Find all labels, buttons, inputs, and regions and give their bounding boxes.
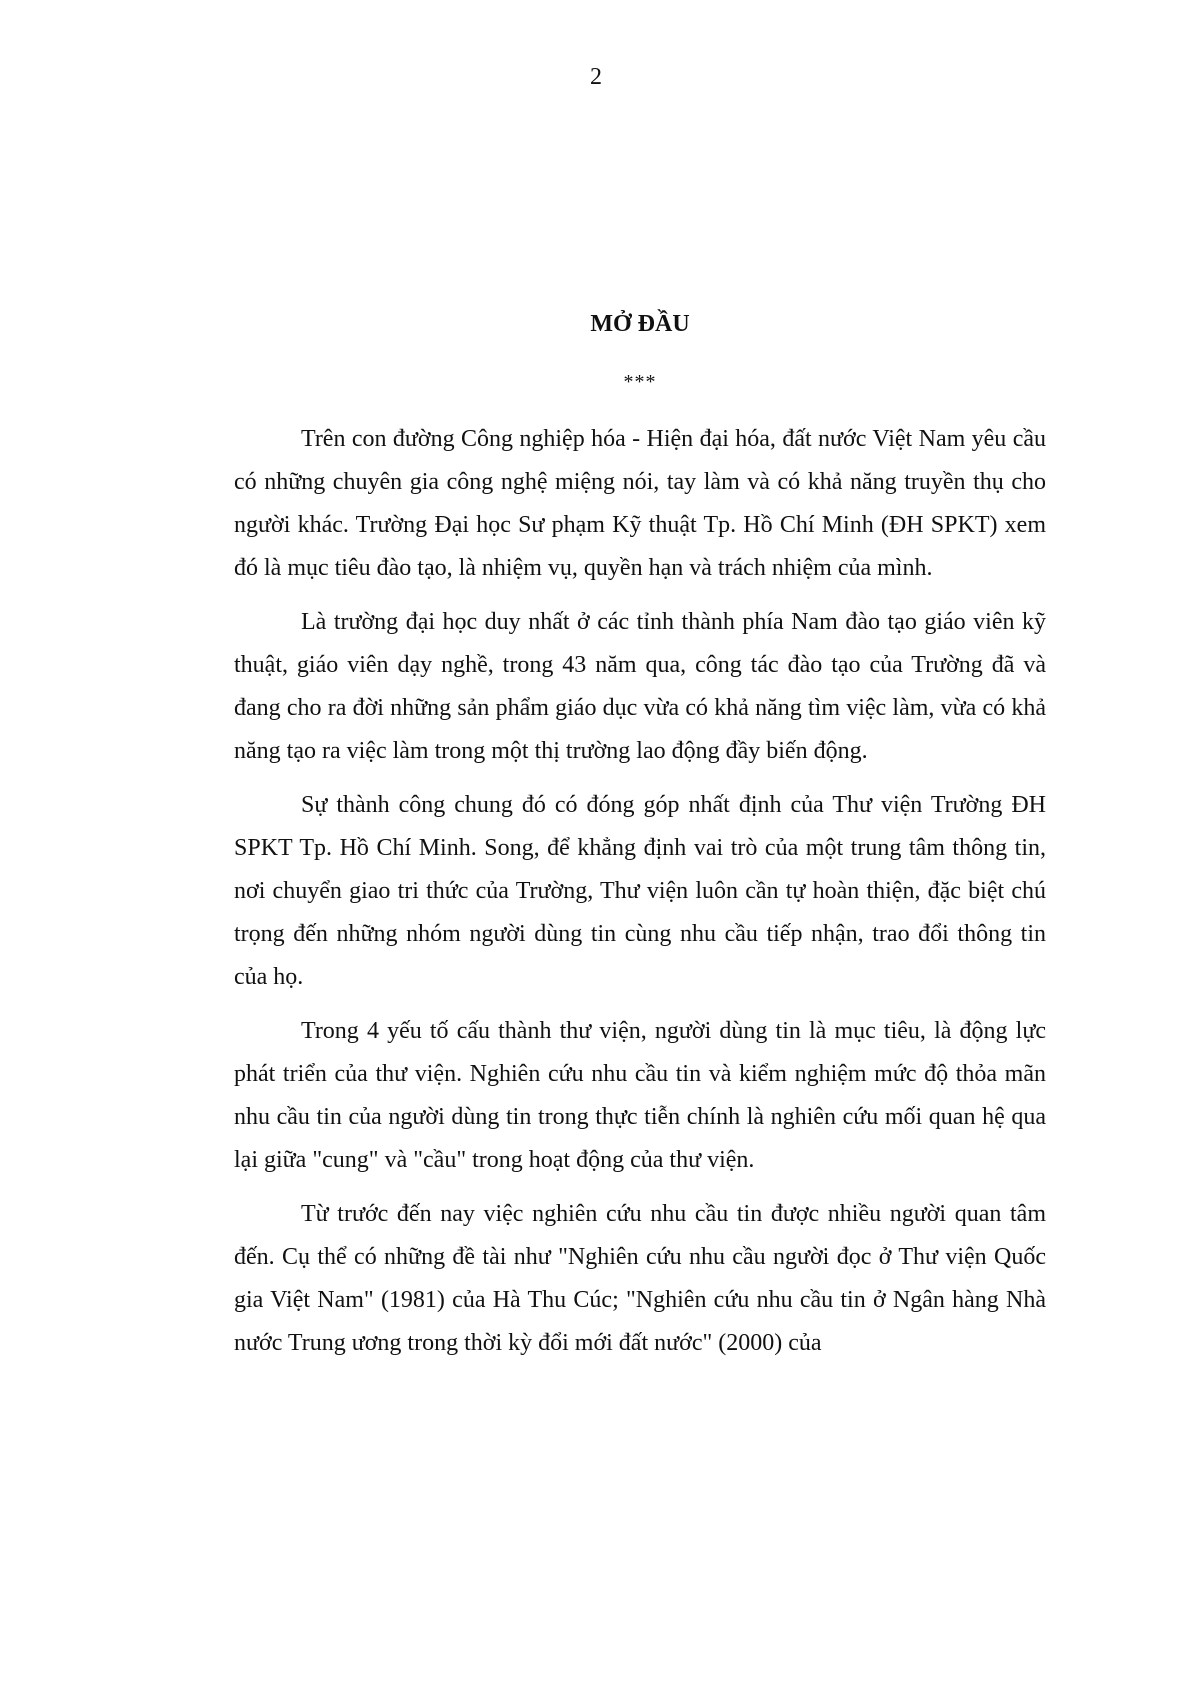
paragraph-1: Trên con đường Công nghiệp hóa - Hiện đại hóa, đất nước Việt Nam yêu cầu có những chuyên gia công nghệ miệng nói, tay làm và có khả năng truyền thụ cho người khác. Trường Đại học Sư phạm Kỹ thuật Tp. Hồ Chí Minh (ĐH SPKT) xem đó là mục tiêu đào tạo, là nhiệm vụ, quyền hạn và trách nhiệm của mình.	[234, 426, 1046, 581]
paragraph-2: Là trường đại học duy nhất ở các tỉnh thành phía Nam đào tạo giáo viên kỹ thuật, giáo viên dạy nghề, trong 43 năm qua, công tác đào tạo của Trường đã và đang cho ra đời những sản phẩm giáo dục vừa có khả năng tìm việc làm, vừa có khả năng tạo ra việc làm trong một thị trường lao động đầy biến động.	[234, 609, 1046, 764]
page-number: 2	[590, 64, 602, 90]
paragraph-3: Sự thành công chung đó có đóng góp nhất định của Thư viện Trường ĐH SPKT Tp. Hồ Chí Minh. Song, để khẳng định vai trò của một trung tâm thông tin, nơi chuyển giao tri thức của Trường, Thư viện luôn cần tự hoàn thiện, đặc biệt chú trọng đến những nhóm người dùng tin cùng nhu cầu tiếp nhận, trao đổi thông tin của họ.	[234, 792, 1046, 990]
section-title: MỞ ĐẦU	[590, 311, 690, 337]
body-text	[234, 418, 1046, 1376]
paragraph-5: Từ trước đến nay việc nghiên cứu nhu cầu tin được nhiều người quan tâm đến. Cụ thể có những đề tài như "Nghiên cứu nhu cầu người đọc ở Thư viện Quốc gia Việt Nam" (1981) của Hà Thu Cúc; "Nghiên cứu nhu cầu tin ở Ngân hàng Nhà nước Trung ương trong thời kỳ đổi mới đất nước" (2000) của	[234, 1201, 1046, 1356]
paragraph-4: Trong 4 yếu tố cấu thành thư viện, người dùng tin là mục tiêu, là động lực phát triển của thư viện. Nghiên cứu nhu cầu tin và kiểm nghiệm mức độ thỏa mãn nhu cầu tin của người dùng tin trong thực tiễn chính là nghiên cứu mối quan hệ qua lại giữa "cung" và "cầu" trong hoạt động của thư viện.	[234, 1018, 1046, 1173]
title-separator: ***	[623, 371, 657, 393]
